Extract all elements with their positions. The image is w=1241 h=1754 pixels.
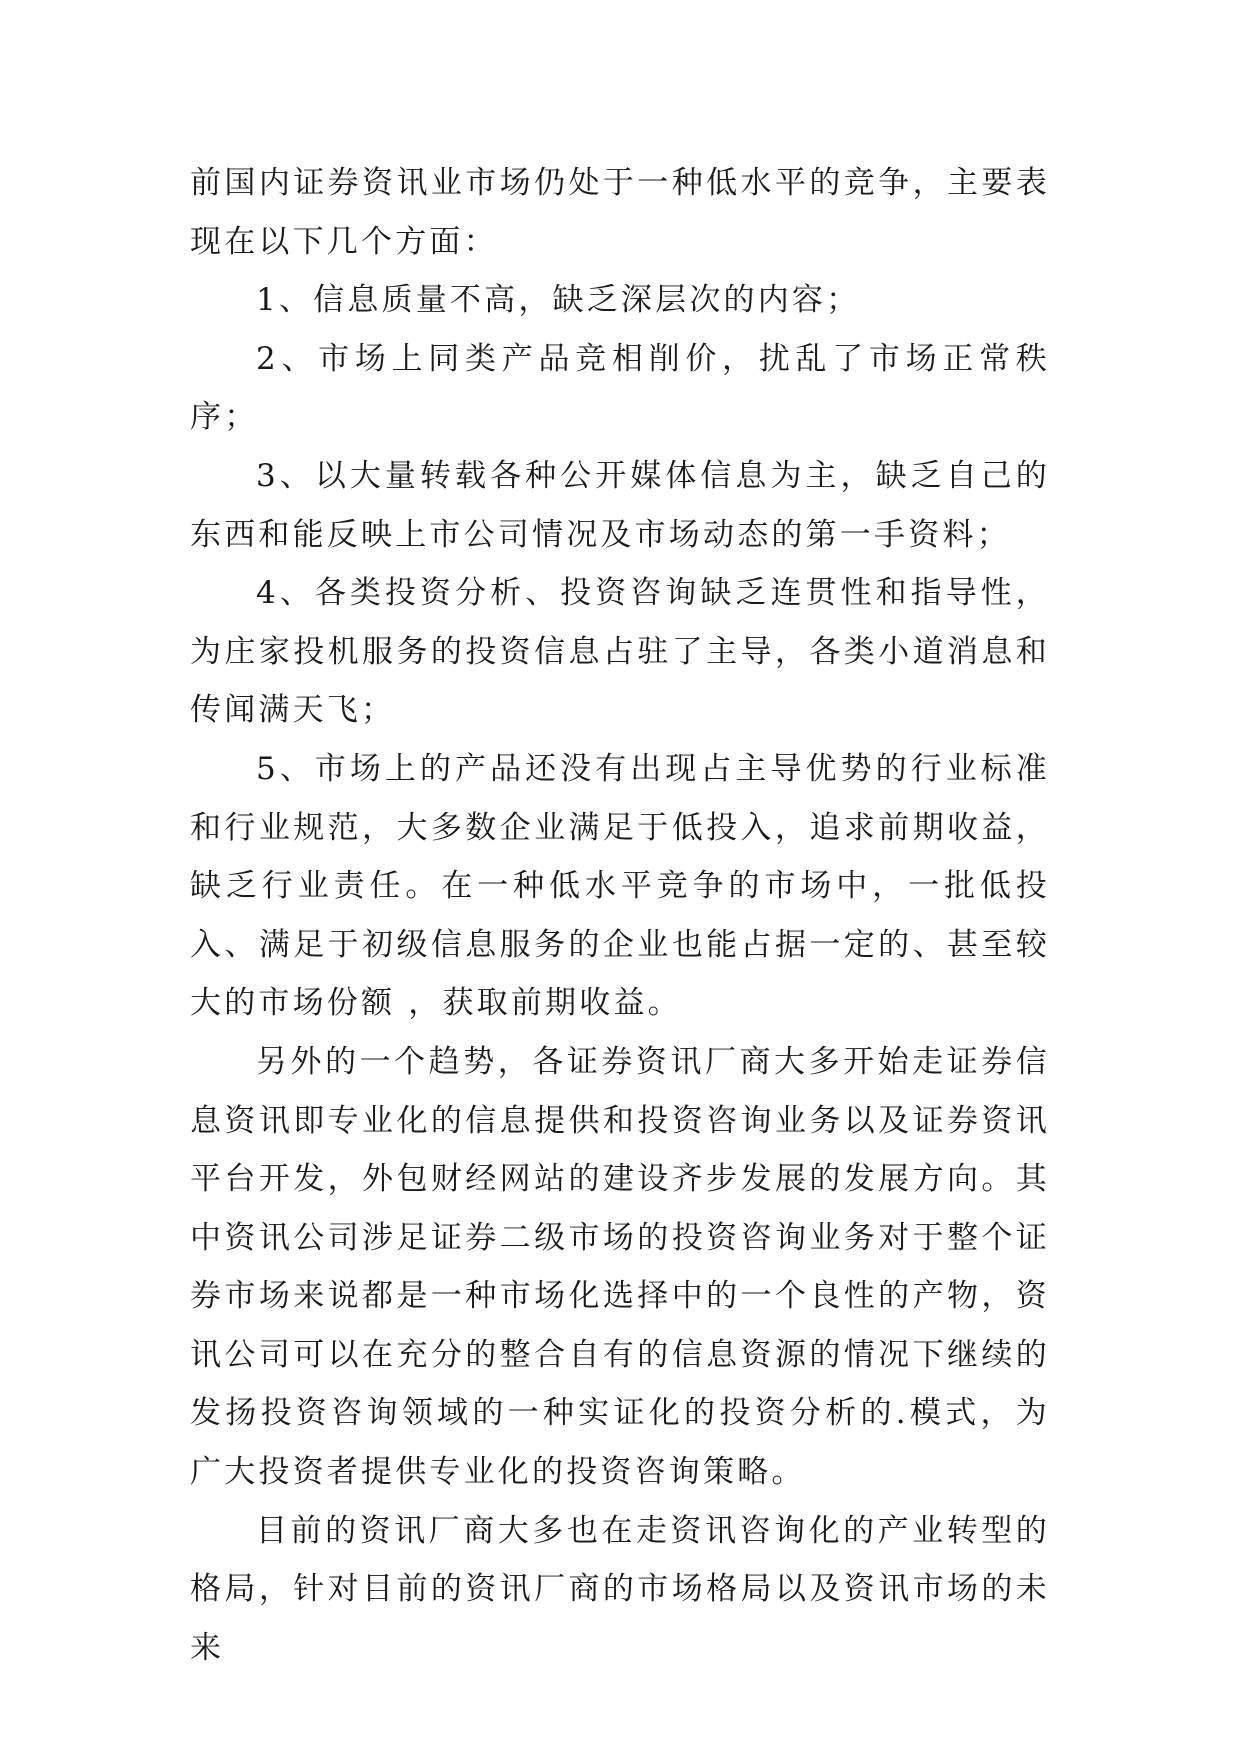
paragraph-trend: 另外的一个趋势，各证券资讯厂商大多开始走证券信息资讯即专业化的信息提供和投资咨询业务以及证券资讯平台开发，外包财经网站的建设齐步发展的发展方向。其中资讯公司涉足证券二级市场的投资咨询业务对于整个证券市场来说都是一种市场化选择中的一个良性的产物，资讯公司可以在充分的整合自有的信息资源的情况下继续的发扬投资咨询领域的一种实证化的投资分析的.模式，为广大投资者提供专业化的投资咨询策略。 — [190, 1043, 1050, 1491]
paragraph-current: 目前的资讯厂商大多也在走资讯咨询化的产业转型的格局，针对目前的资讯厂商的市场格局以及资讯市场的未来 — [190, 1512, 1050, 1666]
paragraph-point-2: 2、市场上同类产品竞相削价，扰乱了市场正常秩序； — [190, 340, 1050, 436]
document-body — [190, 154, 1050, 1677]
paragraph-intro: 前国内证券资讯业市场仍处于一种低水平的竞争，主要表现在以下几个方面： — [190, 165, 1050, 260]
paragraph-point-4: 4、各类投资分析、投资咨询缺乏连贯性和指导性，为庄家投机服务的投资信息占驻了主导，各类小道消息和传闻满天飞； — [190, 575, 1050, 729]
paragraph-point-5: 5、市场上的产品还没有出现占主导优势的行业标准和行业规范，大多数企业满足于低投入，追求前期收益，缺乏行业责任。在一种低水平竞争的市场中，一批低投入、满足于初级信息服务的企业也能占据一定的、甚至较大的市场份额 ，获取前期收益。 — [190, 750, 1050, 1022]
paragraph-point-3: 3、以大量转载各种公开媒体信息为主，缺乏自己的东西和能反映上市公司情况及市场动态的第一手资料； — [190, 457, 1050, 553]
paragraph-point-1: 1、信息质量不高，缺乏深层次的内容； — [256, 282, 861, 319]
